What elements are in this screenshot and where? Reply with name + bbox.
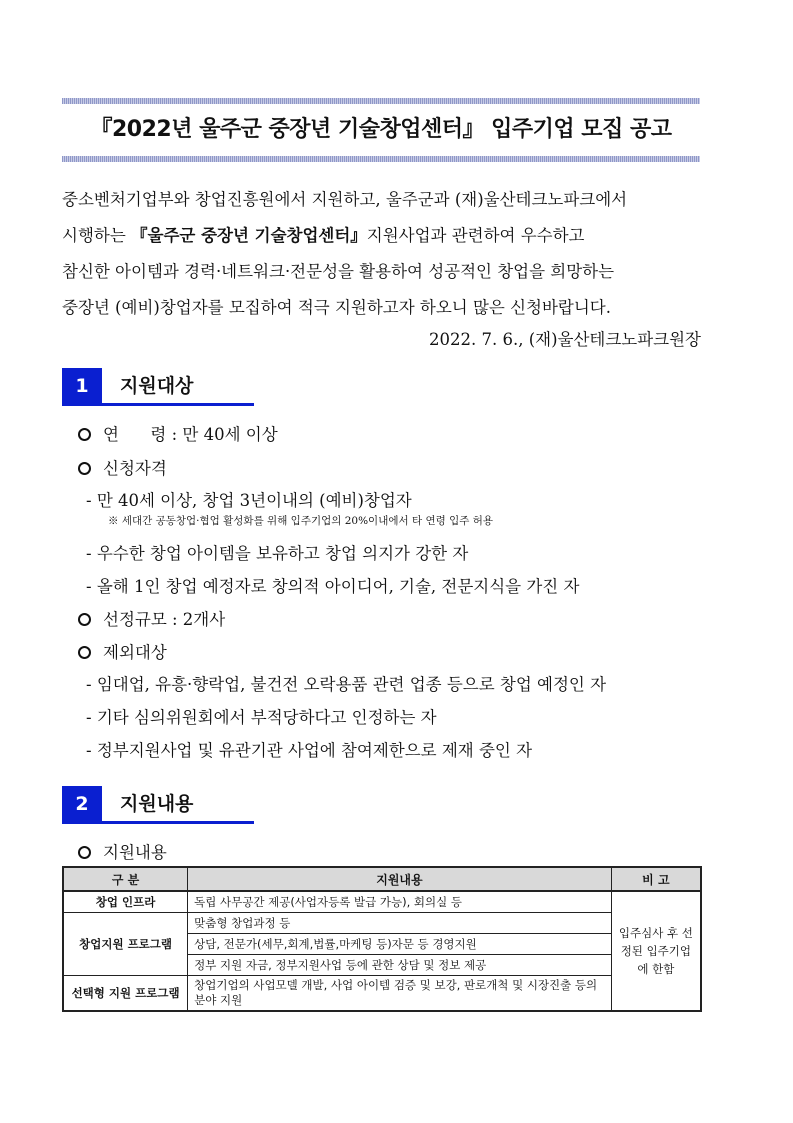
intro-line	[62, 218, 702, 254]
dash-item: - 우수한 창업 아이템을 보유하고 창업 의지가 강한 자	[86, 544, 469, 563]
table-row	[63, 976, 701, 1012]
bullet-item	[78, 839, 167, 863]
intro-line: 중장년 (예비)창업자를 모집하여 적극 지원하고자 하오니 많은 신청바랍니다.	[62, 298, 611, 317]
circle-bullet-icon	[78, 428, 91, 441]
issuer-dateline: 2022. 7. 6., (재)울산테크노파크원장	[429, 330, 701, 349]
section-heading-1	[62, 368, 254, 404]
intro-line: 중소벤처기업부와 창업진흥원에서 지원하고, 울주군과 (재)울산테크노파크에서	[62, 190, 628, 209]
row-note: 입주심사 후 선정된 입주기업에 한함	[611, 891, 701, 1011]
row-category: 선택형 지원 프로그램	[63, 976, 188, 1012]
intro-text: 지원사업과 관련하여 우수하고	[366, 226, 585, 245]
dash-item: - 기타 심의위원회에서 부적당하다고 인정하는 자	[86, 708, 437, 727]
title-top-band	[62, 98, 700, 104]
row-content: 창업기업의 사업모델 개발, 사업 아이템 검증 및 보강, 판로개척 및 시장진출 등의 분야 지원	[188, 976, 612, 1012]
bullet-item	[78, 639, 167, 663]
title-bottom-band	[62, 156, 700, 162]
header-note: 비 고	[611, 867, 701, 891]
bullet-text: 연 령 : 만 40세 이상	[103, 425, 278, 444]
section-number: 1	[62, 368, 102, 404]
dash-item: - 임대업, 유흥·향락업, 불건전 오락용품 관련 업종 등으로 창업 예정인 자	[86, 675, 607, 694]
circle-bullet-icon	[78, 646, 91, 659]
row-content: 맞춤형 창업과정 등	[188, 913, 612, 934]
bullet-item	[78, 421, 278, 445]
section-label: 지원대상	[120, 375, 194, 397]
dash-item: - 만 40세 이상, 창업 3년이내의 (예비)창업자	[86, 491, 412, 510]
table-row	[63, 891, 701, 913]
section-label: 지원내용	[120, 793, 194, 815]
row-content: 독립 사무공간 제공(사업자등록 발급 가능), 회의실 등	[188, 891, 612, 913]
bullet-text: 지원내용	[103, 843, 167, 862]
header-content: 지원내용	[188, 867, 612, 891]
header-category: 구 분	[63, 867, 188, 891]
circle-bullet-icon	[78, 846, 91, 859]
section-number: 2	[62, 786, 102, 822]
center-name: 『울주군 중장년 기술창업센터』	[131, 226, 367, 245]
page-title: 『2022년 울주군 중장년 기술창업센터』 입주기업 모집 공고	[90, 117, 672, 142]
circle-bullet-icon	[78, 462, 91, 475]
dash-item: - 올해 1인 창업 예정자로 창의적 아이디어, 기술, 전문지식을 가진 자	[86, 577, 580, 596]
table-header-row	[63, 867, 701, 891]
intro-text: 시행하는	[62, 226, 132, 245]
circle-bullet-icon	[78, 613, 91, 626]
section-underline	[62, 403, 254, 406]
row-category: 창업지원 프로그램	[63, 913, 188, 976]
section-underline	[62, 821, 254, 824]
table-row	[63, 913, 701, 934]
row-content: 정부 지원 자금, 정부지원사업 등에 관한 상담 및 정보 제공	[188, 955, 612, 976]
bullet-item	[78, 606, 225, 630]
intro-paragraph	[62, 182, 702, 326]
row-category: 창업 인프라	[63, 891, 188, 913]
bullet-text: 제외대상	[103, 643, 167, 662]
footnote: ※ 세대간 공동창업·협업 활성화를 위해 입주기업의 20%이내에서 타 연령 입주 허용	[108, 515, 493, 527]
support-table	[62, 866, 702, 1012]
bullet-text: 선정규모 : 2개사	[103, 610, 226, 629]
intro-line: 참신한 아이템과 경력·네트워크·전문성을 활용하여 성공적인 창업을 희망하는	[62, 262, 615, 281]
bullet-text: 신청자격	[103, 459, 167, 478]
dash-item: - 정부지원사업 및 유관기관 사업에 참여제한으로 제재 중인 자	[86, 741, 533, 760]
row-content: 상담, 전문가(세무,회계,법률,마케팅 등)자문 등 경영지원	[188, 934, 612, 955]
bullet-item	[78, 455, 167, 479]
section-heading-2	[62, 786, 254, 822]
